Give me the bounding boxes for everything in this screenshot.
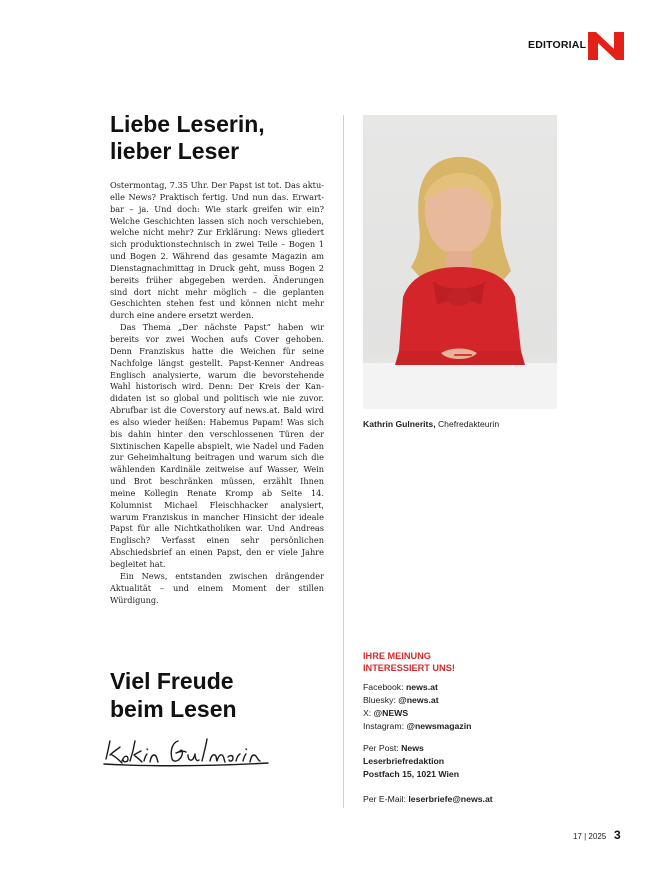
postal-contact <box>363 742 603 781</box>
post-line-3 <box>363 768 603 781</box>
section-label: EDITORIAL <box>528 39 587 51</box>
bluesky-label: Bluesky: <box>363 695 399 705</box>
x-handle[interactable]: @NEWS <box>373 708 409 718</box>
opinion-heading-line-2: INTERESSIERT UNS! <box>363 662 455 673</box>
editorial-body <box>110 180 324 606</box>
facebook-contact <box>363 681 603 694</box>
page-number: 3 <box>614 828 621 842</box>
editorial-headline <box>110 111 330 165</box>
portrait-illustration <box>363 115 557 409</box>
body-paragraph: Ostermontag, 7.35 Uhr. Der Papst ist tot. Das aktuelle News? Praktisch fertig. Und nun das. Erwartbar – ja. Und doch: Wie stark greifen wir ein? Welche Geschichten lassen sich noch verschieben, welche nicht mehr? Zur Erklärung: News gliedert sich produktionstechnisch in zwei Teile – Bogen 1 und Bogen 2. Während das gesamte Magazin am Dienstagnachmittag in Druck geht, muss Bogen 2 bereits früher abgegeben werden. Änderungen sind dort nicht mehr möglich – die geplanten Geschichten stehen fest und können nicht mehr durch eine andere ersetzt werden. <box>110 180 324 321</box>
email-contact <box>363 793 603 806</box>
post-line-1 <box>363 742 603 755</box>
bluesky-contact <box>363 694 603 707</box>
bluesky-handle[interactable]: @news.at <box>398 695 439 705</box>
facebook-label: Facebook: <box>363 682 406 692</box>
post-line-2 <box>363 755 603 768</box>
caption-name: Kathrin Gulnerits, <box>363 419 436 429</box>
issue-number: 17 | 2025 <box>573 832 607 841</box>
post-address: Postfach 15, 1021 Wien <box>363 769 460 779</box>
news-logo <box>588 32 624 60</box>
opinion-heading-line-1: IHRE MEINUNG <box>363 651 431 661</box>
closing-line-1: Viel Freude <box>110 668 234 694</box>
headline-line-2: lieber Leser <box>110 138 240 164</box>
instagram-handle[interactable]: @newsmagazin <box>406 721 472 731</box>
post-label: Per Post: <box>363 743 402 753</box>
photo-caption <box>363 419 603 429</box>
headline-line-1: Liebe Leserin, <box>110 111 265 137</box>
portrait-photo <box>363 115 557 409</box>
opinion-heading <box>363 651 563 674</box>
instagram-label: Instagram: <box>363 721 407 731</box>
x-label: X: <box>363 708 374 718</box>
closing-headline <box>110 667 330 723</box>
social-contacts <box>363 681 603 733</box>
post-department: Leserbriefredaktion <box>363 756 445 766</box>
column-divider <box>343 115 344 808</box>
body-paragraph: Ein News, entstanden zwischen drängender Aktualität – und einem Moment der stillen Würdigung. <box>110 570 324 605</box>
logo-letter-n <box>588 32 624 60</box>
body-paragraph: Das Thema „Der nächste Papst“ haben wir bereits vor zwei Wochen aufs Cover gehoben. Denn Franziskus hatte die Weichen für seine Nachfolge längst gestellt. Papst-Kenner Andreas Englisch analysierte, warum die bevorstehende Wahl historisch wird. Denn: Der Kreis der Kandidaten ist so global und politisch wie nie zuvor. Abrufbar ist die Coverstory auf news.at. Bald wird es also wieder heißen: Habemus Papam! Was sich bis dahin hinter den verschlossenen Türen der Sixtinischen Kapelle abspielt, wie Nadel und Faden zur Geheimhaltung beitragen und warum sich die wählenden Kardinäle zeitweise auf Wasser, Wein und Brot beschränken müssen, erzählt Ihnen meine Kollegin Renate Kromp ab Seite 14. Kolumnist Michael Fleischhacker analysiert, warum Franziskus in mancher Hinsicht der ideale Papst für alle Nichtkatholiken war. Und Andreas Englisch? Verfasst einen sehr persönlichen Abschiedsbrief an einen Papst, den er viele Jahre begleitet hat. <box>110 322 324 569</box>
handwritten-signature <box>100 733 275 775</box>
email-address[interactable]: leserbriefe@news.at <box>408 794 493 804</box>
email-line <box>363 793 603 806</box>
email-label: Per E-Mail: <box>363 794 409 804</box>
post-recipient: News <box>401 743 424 753</box>
facebook-handle[interactable]: news.at <box>405 682 438 692</box>
x-contact <box>363 707 603 720</box>
caption-role: Chefredakteurin <box>435 419 500 429</box>
instagram-contact <box>363 720 603 733</box>
closing-line-2: beim Lesen <box>110 696 237 722</box>
